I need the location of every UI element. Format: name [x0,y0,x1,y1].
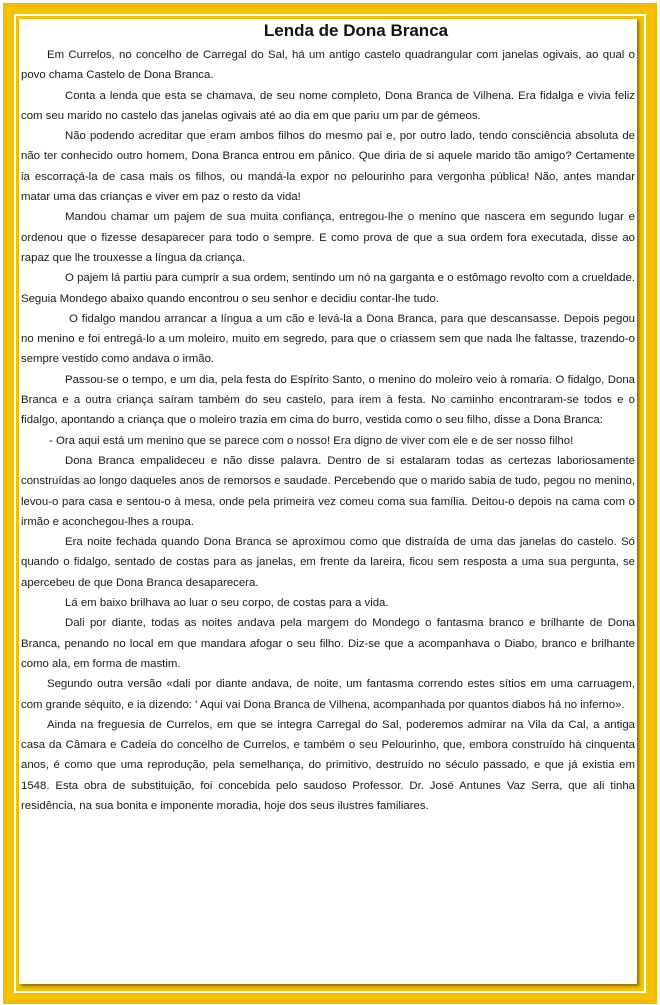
paragraph: Em Currelos, no concelho de Carregal do Sal, há um antigo castelo quadrangular com janelas ogivais, ao qual o povo chama Castelo de Dona Branca. [21,49,635,82]
paragraph: Dona Branca empalideceu e não disse palavra. Dentro de si estalaram todas as certezas laboriosamente construídas ao longo daqueles anos de remorsos e saudade. Percebendo que o marido sabia de tudo, pegou no menino, levou-o para casa e sentou-o à mesa, onde pela primeira vez comeu coma sua família. Deitou-o depois na cama com o irmão e aconchegou-lhes a roupa. [21,454,635,528]
paragraph: Lá em baixo brilhava ao luar o seu corpo, de costas para a vida. [65,597,389,610]
paragraph: O pajem lá partiu para cumprir a sua ordem, sentindo um nó na garganta e o estômago revolto com a crueldade. Seguia Mondego abaixo quando encontrou o seu senhor e decidiu contar-lhe tudo. [21,272,635,305]
document-body [19,45,637,816]
paragraph: Passou-se o tempo, e um dia, pela festa do Espírito Santo, o menino do moleiro veio à romaria. O fidalgo, Dona Branca e a outra criança saíram também do seu castelo, para irem à festa. No caminho encontraram-se todos e o fidalgo, apontando a criança que o moleiro trazia em cima do burro, vestida como o seu filho, disse a Dona Branca: [21,373,635,427]
paragraph: Dali por diante, todas as noites andava pela margem do Mondego o fantasma branco e brilhante de Dona Branca, penando no local em que mandara afogar o seu filho. Diz-se que a acompanhava o Diabo, branco e brilhante como ala, em forma de mastim. [21,617,635,670]
paragraph: Mandou chamar um pajem de sua muita confiança, entregou-lhe o menino que nascera em segundo lugar e ordenou que o fizesse desaparecer para todo o sempre. E como prova de que a sua ordem fora executada, disse ao rapaz que lhe trouxesse a língua da criança. [21,211,635,264]
page-border [3,3,657,1004]
paragraph: O fidalgo mandou arrancar a língua a um cão e levá-la a Dona Branca, para que descansasse. Depois pegou no menino e foi entregá-lo a um moleiro, muito em segredo, para que o criassem sem que nada lhe faltasse, trazendo-o sempre vestido como andava o irmão. [21,312,635,366]
paragraph: Conta a lenda que esta se chamava, de seu nome completo, Dona Branca de Vilhena. Era fidalga e vivia feliz com seu marido no castelo das janelas ogivais até ao dia em que pariu um par de gémeos. [21,89,635,122]
paragraph: Ainda na freguesia de Currelos, em que se integra Carregal do Sal, poderemos admirar na Vila da Cal, a antiga casa da Câmara e Cadeia do concelho de Currelos, e também o seu Pelourinho, que, embora construído há cinquenta anos, é como que uma reprodução, pela semelhança, do primitivo, destruído no século passado, e que já existia em 1548. Esta obra de substituição, foi concebida pelo saudoso Professor. Dr. José Antunes Vaz Serra, que ali tinha residência, na sua bonita e imponente moradia, hoje dos seus ilustres familiares. [21,718,635,812]
paragraph: Era noite fechada quando Dona Branca se aproximou como que distraída de uma das janelas do castelo. Só quando o fidalgo, sentado de costas para as janelas, em frente da lareira, ficou sem resposta a uma sua pergunta, se apercebeu de que Dona Branca desaparecera. [21,536,635,589]
document-sheet [19,19,637,984]
paragraph: Segundo outra versão «dali por diante andava, de noite, um fantasma correndo estes sítios em uma carruagem, com grande séquito, e ia dizendo: ' Aqui vai Dona Branca de Vilhena, acompanhada por quantos diabos há no inferno». [21,678,635,711]
document-title: Lenda de Dona Branca [263,21,449,40]
paragraph: - Ora aqui está um menino que se parece com o nosso! Era digno de viver com ele e de ser nosso filho! [49,434,574,447]
paragraph: Não podendo acreditar que eram ambos filhos do mesmo pai e, por outro lado, tendo consciência absoluta de não ter conhecido outro homem, Dona Branca entrou em pânico. Que diria de si aquele marido tão amigo? Certamente ia escorraçá-la de casa mais os filhos, ou mandá-la expor no pelourinho para vergonha pública! Não, antes mandar matar uma das crianças e viver em paz o resto da vida! [21,130,635,204]
